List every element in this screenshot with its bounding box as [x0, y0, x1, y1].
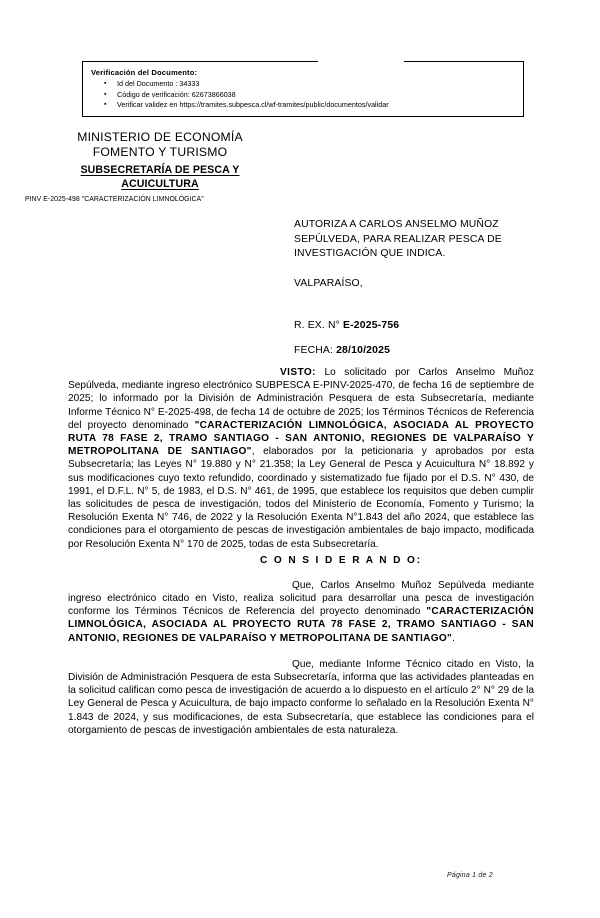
- considerando-1-text-part-1: Que, Carlos Anselmo Muñoz Sepúlveda mediante ingreso electrónico citado en Visto, realiza solicitud para desarrollar una pesca de investigación conforme los Términos Técnicos de Referencia del proyecto denominado: [68, 579, 534, 618]
- resolution-number-label: R. EX. N°: [294, 320, 340, 331]
- document-verification-box: [82, 62, 524, 117]
- resolution-date: [294, 345, 390, 356]
- verification-item-document-id: [91, 79, 517, 90]
- ministry-line-1: MINISTERIO DE ECONOMÍA: [77, 130, 243, 144]
- ministry-header: [44, 130, 276, 160]
- bullet-icon: ▪: [104, 101, 107, 108]
- visto-text-part-2: , elaborados por la peticionaria y aprobados por esta Subsecretaría; las Leyes N° 19.880 y N° 21.358; la Ley General de Pesca y Acuicultura N° 18.892 y sus modificaciones cuyo texto refundido, coordinado y sistematizado fue fijado por el D.S. N° 430, de 1991, el D.F.L. N° 5, de 1983, el D.S. N° 461, de 1995, que establece los requisitos que deben cumplir las solicitudes de pesca de investigación, todos del Ministerio de Economía, Fomento y Turismo; la Resolución Exenta N° 746, de 2022 y la Resolución Exenta N°1.843 del año 2024, que establece las condiciones para el otorgamiento de pescas de investigación ambientales de bajo impacto, modificada por Resolución Exenta N° 170 de 2025, todas de esta Subsecretaría.: [68, 446, 534, 550]
- bullet-icon: ▪: [104, 90, 107, 98]
- subsecretaria-line-1: SUBSECRETARÍA DE PESCA Y: [80, 164, 240, 176]
- resolution-number-value: E-2025-756: [342, 320, 400, 331]
- project-name-considerando: "CARACTERIZACIÓN LIMNOLÓGICA, ASOCIADA AL PROYECTO RUTA 78 FASE 2, TRAMO SANTIAGO - SAN ANTONIO, REGIONES DE VALPARAÍSO Y METROPOLITANA DE SANTIAGO": [68, 606, 534, 644]
- verification-item-text: Código de verificación: 62673866038: [117, 89, 236, 99]
- considerando-paragraph-2: Que, mediante Informe Técnico citado en Visto, la División de Administración Pesquera de esta Subsecretaría, informa que las actividades planteadas en la solicitud califican como pesca de investigación de acuerdo a lo dispuesto en el artículo 2° N° 29 de la Ley General de Pesca y Acuicultura, de bajo impacto conforme lo señalado en la Resolución Exenta N° 1.843 de 2024, y sus modificaciones, de esta Subsecretaría, que establece las condiciones para el otorgamiento de pescas de investigación ambientales de esta naturaleza.: [68, 658, 534, 736]
- page-number-footer: Página 1 de 2: [447, 872, 493, 879]
- verification-item-text: Id del Documento : 34333: [117, 79, 200, 88]
- considerando-1-text-part-2: .: [452, 632, 455, 644]
- verification-item-code: [91, 90, 517, 101]
- visto-text-part-1: Lo solicitado por Carlos Anselmo Muñoz Sepúlveda, mediante ingreso electrónico SUBPESCA E-PINV-2025-470, de fecha 16 de septiembre de 2025; lo informado por la División de Administración Pesquera de esta Subsecretaría, mediante Informe Técnico N° E-2025-498, de fecha 14 de octubre de 2025; los Términos Técnicos de Referencia del proyecto denominado: [68, 367, 534, 431]
- resolution-date-label: FECHA:: [294, 345, 334, 356]
- considerando-heading: C O N S I D E R A N D O:: [259, 554, 423, 566]
- verification-title: Verificación del Documento:: [91, 68, 198, 77]
- spacer: [68, 568, 534, 579]
- verification-item-url: [91, 100, 517, 111]
- verification-item-text: Verificar validez en https://tramites.subpesca.cl/wf-tramites/public/documentos/validar: [117, 100, 389, 109]
- subsecretaria-header: [36, 164, 284, 191]
- visto-label: VISTO:: [280, 367, 316, 378]
- visto-paragraph: [68, 366, 534, 551]
- considerando-paragraph-1: [68, 579, 534, 645]
- resolution-subject: AUTORIZA A CARLOS ANSELMO MUÑOZ SEPÚLVEDA, PARA REALIZAR PESCA DE INVESTIGACIÓN QUE INDICA.: [294, 219, 502, 260]
- ministry-line-2: FOMENTO Y TURISMO: [92, 145, 228, 159]
- bullet-icon: ▪: [104, 80, 107, 87]
- spacer: [68, 645, 534, 658]
- resolution-date-value: 28/10/2025: [336, 345, 391, 356]
- subsecretaria-line-2: ACUICULTURA: [121, 177, 199, 190]
- project-name-visto: "CARACTERIZACIÓN LIMNOLÓGICA, ASOCIADA AL PROYECTO RUTA 78 FASE 2, TRAMO SANTIAGO - SAN ANTONIO, REGIONES DE VALPARAÍSO Y METROPOLITANA DE SANTIAGO": [68, 419, 535, 458]
- verification-list: [91, 79, 517, 111]
- resolution-city: VALPARAÍSO,: [294, 278, 363, 289]
- document-body: [68, 366, 534, 737]
- pinv-reference: PINV E-2025-498 "CARACTERIZACIÓN LIMNOLÓGICA": [25, 196, 204, 203]
- resolution-number: [294, 320, 399, 331]
